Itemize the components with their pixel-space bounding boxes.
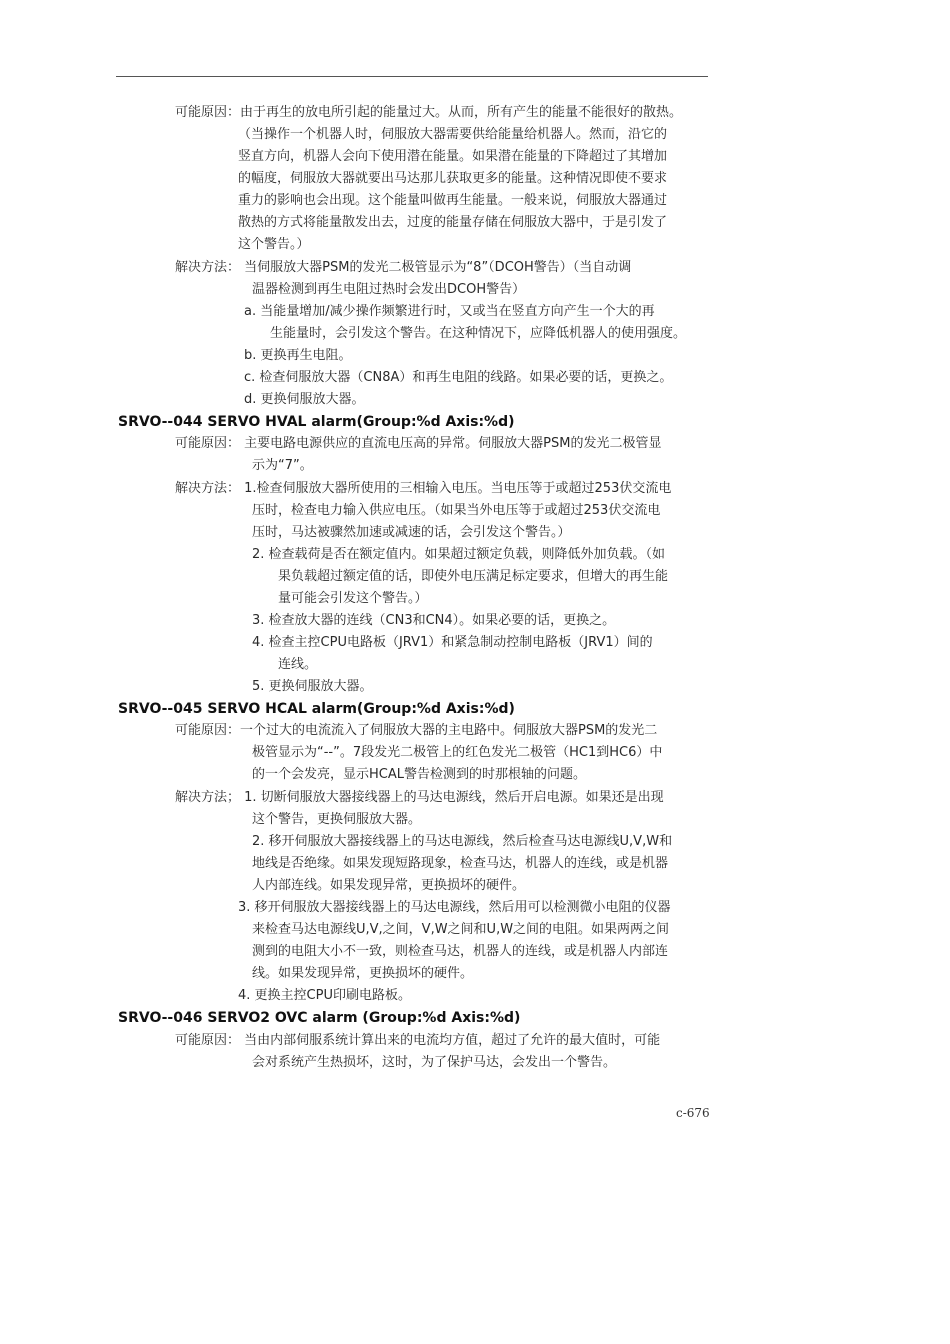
text-line: 地线是否绝缘。如果发现短路现象，检查马达，机器人的连线，或是机器 bbox=[252, 856, 669, 871]
text-line: 解决方法： 当伺服放大器PSM的发光二极管显示为“8”（DCOH警告）（当自动调 bbox=[175, 260, 632, 275]
text-line: 的一个会发亮，显示HCAL警告检测到的时那根轴的问题。 bbox=[252, 767, 586, 782]
header-rule bbox=[116, 76, 708, 77]
text-line: 来检查马达电源线U,V,之间，V,W之间和U,W之间的电阻。如果两两之间 bbox=[252, 922, 670, 937]
text-line: 竖直方向，机器人会向下使用潜在能量。如果潜在能量的下降超过了其增加 bbox=[238, 149, 668, 164]
text-line: 量可能会引发这个警告。） bbox=[278, 591, 428, 606]
page-number: c-676 bbox=[676, 1106, 710, 1120]
alarm-heading: SRVO--045 SERVO HCAL alarm(Group:%d Axis:%d) bbox=[118, 701, 515, 717]
text-line: 重力的影响也会出现。这个能量叫做再生能量。一般来说，伺服放大器通过 bbox=[238, 193, 668, 208]
text-line: 压时，检查电力输入供应电压。（如果当外电压等于或超过253伏交流电 bbox=[252, 503, 661, 518]
alarm-heading: SRVO--044 SERVO HVAL alarm(Group:%d Axis:%d) bbox=[118, 414, 515, 430]
text-line: d. 更换伺服放大器。 bbox=[244, 392, 365, 407]
text-line: 散热的方式将能量散发出去，过度的能量存储在伺服放大器中，于是引发了 bbox=[238, 215, 668, 230]
text-line: c. 检查伺服放大器（CN8A）和再生电阻的线路。如果必要的话，更换之。 bbox=[244, 370, 673, 385]
text-line: 果负载超过额定值的话，即使外电压满足标定要求，但增大的再生能 bbox=[278, 569, 669, 584]
text-line: 3. 检查放大器的连线（CN3和CN4）。如果必要的话，更换之。 bbox=[252, 613, 616, 628]
text-line: （当操作一个机器人时，伺服放大器需要供给能量给机器人。然而，沿它的 bbox=[238, 127, 668, 142]
text-line: 4. 检查主控CPU电路板（JRV1）和紧急制动控制电路板（JRV1）间的 bbox=[252, 635, 653, 650]
text-line: 4. 更换主控CPU印刷电路板。 bbox=[238, 988, 411, 1003]
text-line: 这个警告。） bbox=[238, 237, 310, 252]
text-line: 2. 检查载荷是否在额定值内。如果超过额定负载，则降低外加负载。（如 bbox=[252, 547, 666, 562]
text-line: 连线。 bbox=[278, 657, 318, 672]
text-line: 极管显示为“--”。7段发光二极管上的红色发光二极管（HC1到HC6）中 bbox=[252, 745, 663, 760]
text-line: 的幅度，伺服放大器就要出马达那儿获取更多的能量。这种情况即使不要求 bbox=[238, 171, 668, 186]
text-line: a. 当能量增加/减少操作频繁进行时，又或当在竖直方向产生一个大的再 bbox=[244, 304, 655, 319]
text-line: 3. 移开伺服放大器接线器上的马达电源线，然后用可以检测微小电阻的仪器 bbox=[238, 900, 671, 915]
text-line: 解决方法； 1. 切断伺服放大器接线器上的马达电源线，然后开启电源。如果还是出现 bbox=[175, 790, 664, 805]
text-line: 人内部连线。如果发现异常，更换损坏的硬件。 bbox=[252, 878, 526, 893]
text-line: 温器检测到再生电阻过热时会发出DCOH警告） bbox=[252, 282, 526, 297]
alarm-heading: SRVO--046 SERVO2 OVC alarm (Group:%d Axis:%d) bbox=[118, 1010, 521, 1026]
text-line: 示为“7”。 bbox=[252, 458, 313, 473]
text-line: b. 更换再生电阻。 bbox=[244, 348, 352, 363]
text-line: 线。如果发现异常，更换损坏的硬件。 bbox=[252, 966, 474, 981]
text-line: 测到的电阻大小不一致，则检查马达，机器人的连线，或是机器人内部连 bbox=[252, 944, 669, 959]
text-line: 会对系统产生热损坏，这时，为了保护马达，会发出一个警告。 bbox=[252, 1055, 617, 1070]
text-line: 可能原因： 主要电路电源供应的直流电压高的异常。伺服放大器PSM的发光二极管显 bbox=[175, 436, 662, 451]
text-line: 压时，马达被骤然加速或减速的话，会引发这个警告。） bbox=[252, 525, 571, 540]
text-line: 这个警告，更换伺服放大器。 bbox=[252, 812, 422, 827]
text-line: 可能原因：一个过大的电流流入了伺服放大器的主电路中。伺服放大器PSM的发光二 bbox=[175, 723, 658, 738]
text-line: 生能量时，会引发这个警告。在这种情况下，应降低机器人的使用强度。 bbox=[270, 326, 687, 341]
text-line: 可能原因： 当由内部伺服系统计算出来的电流均方值，超过了允许的最大值时，可能 bbox=[175, 1033, 661, 1048]
text-line: 5. 更换伺服放大器。 bbox=[252, 679, 373, 694]
text-line: 可能原因：由于再生的放电所引起的能量过大。从而，所有产生的能量不能很好的散热。 bbox=[175, 105, 683, 120]
text-line: 解决方法： 1.检查伺服放大器所使用的三相输入电压。当电压等于或超过253伏交流电 bbox=[175, 481, 672, 496]
text-line: 2. 移开伺服放大器接线器上的马达电源线，然后检查马达电源线U,V,W和 bbox=[252, 834, 673, 849]
